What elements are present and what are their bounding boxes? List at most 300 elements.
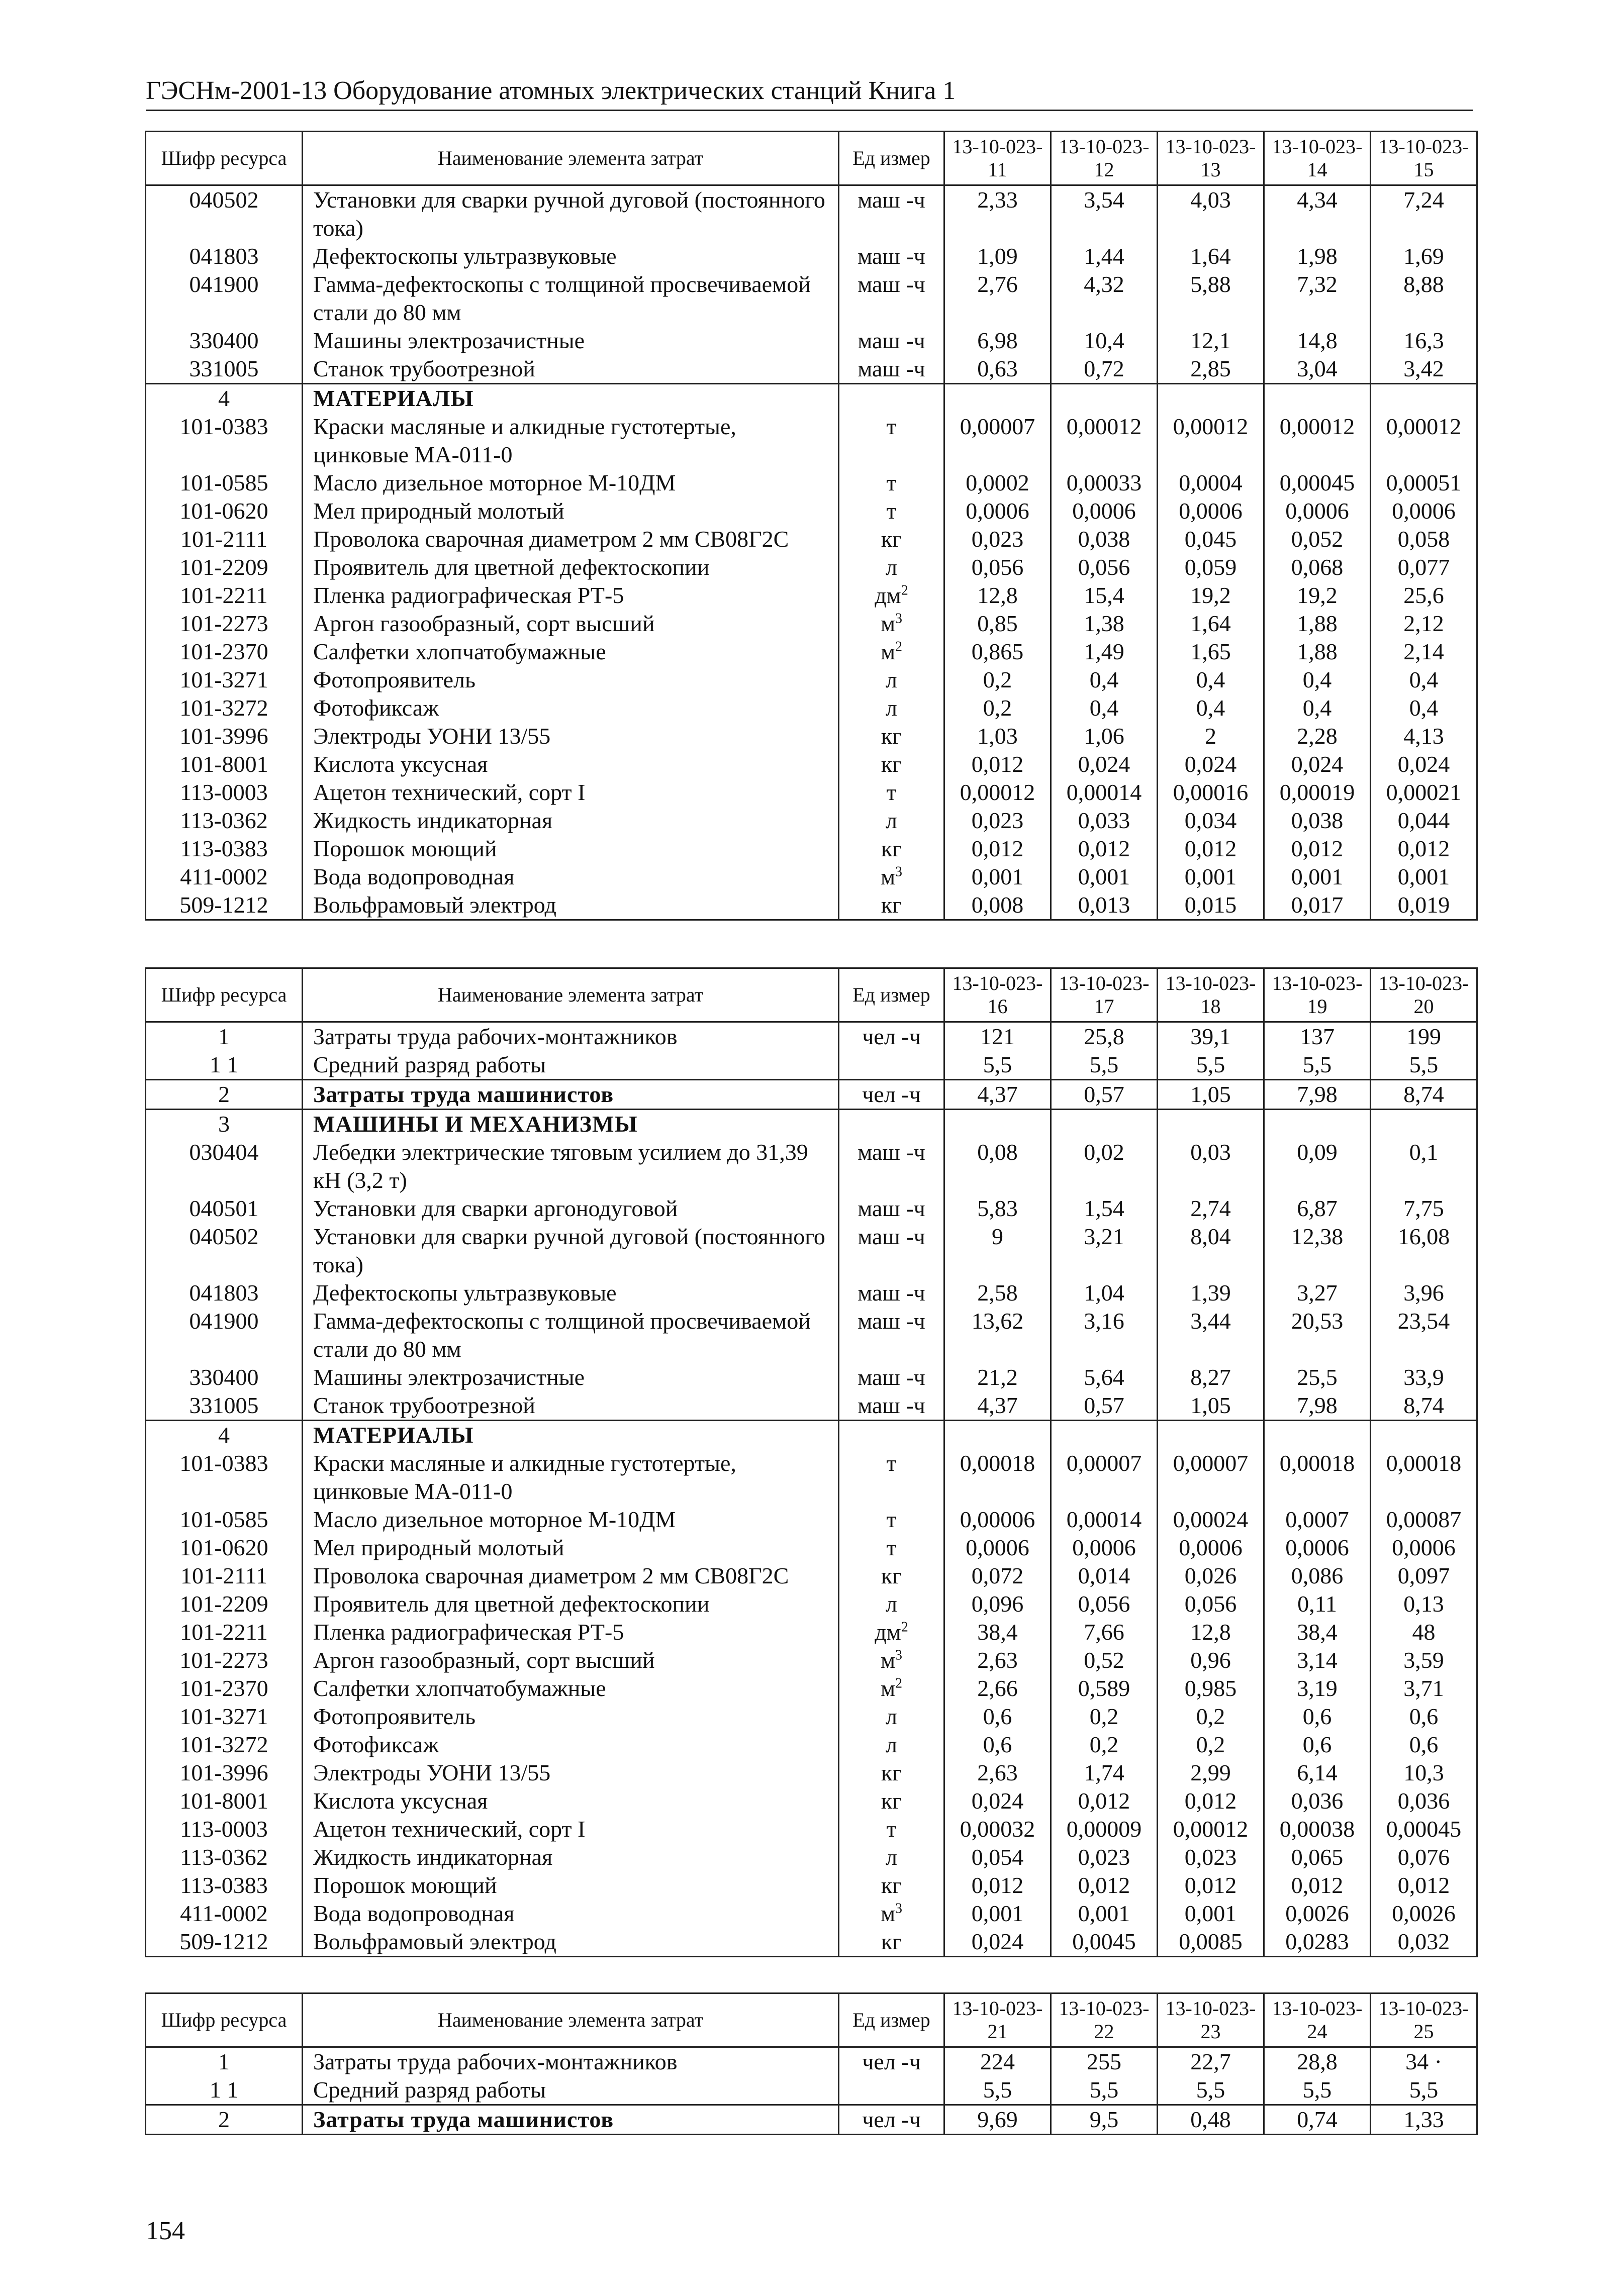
- norm-value: 0,012: [1051, 1787, 1158, 1815]
- unit-text: т: [886, 779, 897, 805]
- unit-text: м: [880, 1675, 896, 1701]
- norm-value: 1,44: [1051, 242, 1158, 270]
- resource-unit: [839, 242, 944, 270]
- resource-unit: [839, 610, 944, 638]
- col-header-unit: Ед измер: [839, 968, 944, 1022]
- norm-value: 0,0006: [1158, 1534, 1264, 1562]
- resource-name: Пленка радиографическая РТ-5: [303, 1618, 839, 1646]
- norm-value: 0,056: [1051, 1590, 1158, 1618]
- resource-name: Жидкость индикаторная: [303, 807, 839, 835]
- norm-value: 0,052: [1264, 525, 1371, 553]
- col-header-unit: Ед измер: [839, 132, 944, 185]
- resource-name: Масло дизельное моторное М-10ДМ: [303, 1506, 839, 1534]
- resource-unit: [839, 1138, 944, 1194]
- resource-name: Проволока сварочная диаметром 2 мм СВ08Г2С: [303, 1562, 839, 1590]
- unit-text: кг: [881, 1929, 902, 1954]
- section-row: [146, 1421, 1477, 1450]
- norm-value: 4,32: [1051, 270, 1158, 327]
- col-header-name: Наименование элемента затрат: [303, 1993, 839, 2047]
- norm-value: 0,0004: [1158, 469, 1264, 497]
- resource-name: Гамма-дефектоскопы с толщиной просвечиваемой стали до 80 мм: [303, 270, 839, 327]
- resource-code: 101-2211: [146, 581, 303, 610]
- resource-unit: [839, 1787, 944, 1815]
- table-row: [146, 327, 1477, 355]
- resource-unit: [839, 1449, 944, 1506]
- norm-value: 0,038: [1051, 525, 1158, 553]
- norm-value: 0,85: [944, 610, 1051, 638]
- resource-unit: [839, 270, 944, 327]
- resource-code: 030404: [146, 1138, 303, 1194]
- norm-value: 0,1: [1371, 1138, 1477, 1194]
- norm-value: 3,21: [1051, 1223, 1158, 1279]
- resource-unit: [839, 1759, 944, 1787]
- resource-name: Проявитель для цветной дефектоскопии: [303, 553, 839, 581]
- norm-value: 0,044: [1371, 807, 1477, 835]
- norm-value: 0,001: [1051, 863, 1158, 891]
- resource-code: 1 1: [146, 2076, 303, 2105]
- norm-value: 0,00012: [1158, 1815, 1264, 1843]
- norm-value: 5,5: [944, 1051, 1051, 1080]
- unit-text: маш -ч: [858, 1392, 925, 1418]
- norm-value: 0,056: [944, 553, 1051, 581]
- table-row: [146, 1703, 1477, 1731]
- norm-value: 0,00021: [1371, 778, 1477, 807]
- table-row: [146, 1815, 1477, 1843]
- col-header-code: Шифр ресурса: [146, 132, 303, 185]
- unit-text: м: [880, 1647, 896, 1673]
- norm-value: 0,097: [1371, 1562, 1477, 1590]
- resource-name: Фотопроявитель: [303, 1703, 839, 1731]
- resource-code: 2: [146, 1080, 303, 1110]
- resource-code: 040501: [146, 1194, 303, 1223]
- norm-value: 13,62: [944, 1307, 1051, 1363]
- resource-name: Установки для сварки аргонодуговой: [303, 1194, 839, 1223]
- unit-text: м: [880, 639, 896, 664]
- unit-text: маш -ч: [858, 1364, 925, 1390]
- unit-text: л: [886, 808, 897, 833]
- norm-value: 0,054: [944, 1843, 1051, 1871]
- table-row: [146, 1307, 1477, 1363]
- resource-name: Машины электрозачистные: [303, 327, 839, 355]
- unit-text: т: [886, 498, 897, 524]
- norm-value: 0,00024: [1158, 1506, 1264, 1534]
- table-row: [146, 1051, 1477, 1080]
- table-row: [146, 497, 1477, 525]
- col-header-norm-code: 13-10-023-24: [1264, 1993, 1371, 2047]
- norm-value: 0,068: [1264, 553, 1371, 581]
- resource-code: 040502: [146, 185, 303, 243]
- norm-value: [944, 1110, 1051, 1139]
- table-row: [146, 722, 1477, 750]
- norm-value: 0,012: [1051, 835, 1158, 863]
- norm-value: 0,0045: [1051, 1928, 1158, 1957]
- norm-value: 0,096: [944, 1590, 1051, 1618]
- norm-value: 1,06: [1051, 722, 1158, 750]
- norm-value: 0,08: [944, 1138, 1051, 1194]
- norm-value: 0,00012: [1371, 413, 1477, 469]
- col-header-unit: Ед измер: [839, 1993, 944, 2047]
- resource-unit: [839, 1051, 944, 1080]
- resource-code: 101-3271: [146, 1703, 303, 1731]
- norm-value: 0,00045: [1371, 1815, 1477, 1843]
- resource-unit: [839, 1534, 944, 1562]
- norm-value: 0,00045: [1264, 469, 1371, 497]
- resource-name: Станок трубоотрезной: [303, 355, 839, 384]
- norm-value: 25,8: [1051, 1022, 1158, 1051]
- table-row: [146, 863, 1477, 891]
- resource-name: Станок трубоотрезной: [303, 1391, 839, 1421]
- resource-name: Аргон газообразный, сорт высший: [303, 610, 839, 638]
- section-row: [146, 2105, 1477, 2135]
- col-header-norm-code: 13-10-023-17: [1051, 968, 1158, 1022]
- norm-value: [1264, 1421, 1371, 1450]
- table-row: [146, 1223, 1477, 1279]
- resource-table-3: [145, 1992, 1477, 2135]
- norm-value: 0,065: [1264, 1843, 1371, 1871]
- resource-name: Затраты труда рабочих-монтажников: [303, 2047, 839, 2076]
- norm-value: 0,033: [1051, 807, 1158, 835]
- norm-value: 4,37: [944, 1080, 1051, 1110]
- unit-text: чел -ч: [862, 1081, 921, 1107]
- norm-value: 1,88: [1264, 610, 1371, 638]
- norm-value: 0,077: [1371, 553, 1477, 581]
- resource-code: 4: [146, 384, 303, 413]
- table-row: [146, 1674, 1477, 1703]
- table-row: [146, 413, 1477, 469]
- unit-text: кг: [881, 1872, 902, 1898]
- col-header-name: Наименование элемента затрат: [303, 132, 839, 185]
- resource-unit: [839, 1928, 944, 1957]
- resource-unit: [839, 2076, 944, 2105]
- norm-value: 38,4: [1264, 1618, 1371, 1646]
- resource-name: Затраты труда машинистов: [303, 1080, 839, 1110]
- resource-name: Затраты труда машинистов: [303, 2105, 839, 2135]
- norm-value: 0,0006: [1051, 1534, 1158, 1562]
- resource-code: 101-3996: [146, 1759, 303, 1787]
- norm-value: 38,4: [944, 1618, 1051, 1646]
- norm-value: 39,1: [1158, 1022, 1264, 1051]
- norm-value: 15,4: [1051, 581, 1158, 610]
- resource-code: 101-2273: [146, 610, 303, 638]
- resource-table: [145, 1992, 1478, 2135]
- norm-value: 20,53: [1264, 1307, 1371, 1363]
- norm-value: 16,08: [1371, 1223, 1477, 1279]
- resource-unit: [839, 638, 944, 666]
- norm-value: 0,03: [1158, 1138, 1264, 1194]
- unit-text: м: [880, 1901, 896, 1926]
- norm-value: 0,00018: [1371, 1449, 1477, 1506]
- resource-name: Краски масляные и алкидные густотертые, цинковые МА-011-0: [303, 413, 839, 469]
- resource-code: 101-2370: [146, 1674, 303, 1703]
- unit-text: кг: [881, 1788, 902, 1814]
- norm-value: 25,5: [1264, 1363, 1371, 1391]
- resource-name: Салфетки хлопчатобумажные: [303, 1674, 839, 1703]
- unit-text: чел -ч: [862, 1024, 921, 1049]
- norm-value: 0,74: [1264, 2105, 1371, 2135]
- norm-value: 3,96: [1371, 1279, 1477, 1307]
- unit-text: маш -ч: [858, 328, 925, 353]
- norm-value: 0,072: [944, 1562, 1051, 1590]
- norm-value: 0,4: [1371, 694, 1477, 722]
- norm-value: 0,045: [1158, 525, 1264, 553]
- resource-code: 041803: [146, 242, 303, 270]
- norm-value: 6,87: [1264, 1194, 1371, 1223]
- header-row: [146, 132, 1477, 185]
- resource-unit: [839, 1421, 944, 1450]
- unit-exponent: 3: [895, 864, 903, 880]
- resource-code: 101-2209: [146, 553, 303, 581]
- norm-value: 28,8: [1264, 2047, 1371, 2076]
- norm-value: 0,001: [1371, 863, 1477, 891]
- norm-value: 0,57: [1051, 1080, 1158, 1110]
- resource-code: 101-8001: [146, 1787, 303, 1815]
- norm-value: 5,64: [1051, 1363, 1158, 1391]
- norm-value: 0,0006: [944, 497, 1051, 525]
- norm-value: 0,00051: [1371, 469, 1477, 497]
- norm-value: 0,0006: [1264, 1534, 1371, 1562]
- resource-name: Установки для сварки ручной дуговой (постоянного тока): [303, 185, 839, 243]
- norm-value: 0,00032: [944, 1815, 1051, 1843]
- resource-name: Жидкость индикаторная: [303, 1843, 839, 1871]
- table-row: [146, 1646, 1477, 1674]
- norm-value: 0,0006: [1264, 497, 1371, 525]
- norm-value: 0,058: [1371, 525, 1477, 553]
- norm-value: 1,09: [944, 242, 1051, 270]
- norm-value: 0,023: [944, 525, 1051, 553]
- norm-value: 0,00014: [1051, 1506, 1158, 1534]
- norm-value: 2,33: [944, 185, 1051, 243]
- resource-name: Проволока сварочная диаметром 2 мм СВ08Г2С: [303, 525, 839, 553]
- page-title: ГЭСНм-2001-13 Оборудование атомных электрических станций Книга 1: [146, 76, 956, 105]
- norm-value: 0,0006: [1371, 497, 1477, 525]
- norm-value: 10,3: [1371, 1759, 1477, 1787]
- norm-value: 1,05: [1158, 1391, 1264, 1421]
- page-header: [146, 75, 1473, 111]
- resource-name: Установки для сварки ручной дуговой (постоянного тока): [303, 1223, 839, 1279]
- unit-text: маш -ч: [858, 356, 925, 381]
- norm-value: 2,63: [944, 1646, 1051, 1674]
- norm-value: 3,54: [1051, 185, 1158, 243]
- resource-code: 040502: [146, 1223, 303, 1279]
- resource-name: Средний разряд работы: [303, 1051, 839, 1080]
- resource-unit: [839, 581, 944, 610]
- resource-unit: [839, 750, 944, 778]
- norm-value: 0,012: [1158, 1871, 1264, 1900]
- norm-value: 0,012: [944, 835, 1051, 863]
- table-row: [146, 2047, 1477, 2076]
- norm-value: 8,74: [1371, 1391, 1477, 1421]
- resource-code: 331005: [146, 1391, 303, 1421]
- resource-unit: [839, 2105, 944, 2135]
- norm-value: 0,6: [1264, 1703, 1371, 1731]
- resource-unit: [839, 1391, 944, 1421]
- resource-unit: [839, 863, 944, 891]
- resource-unit: [839, 1506, 944, 1534]
- norm-value: 1,39: [1158, 1279, 1264, 1307]
- norm-value: 2,99: [1158, 1759, 1264, 1787]
- norm-value: 25,6: [1371, 581, 1477, 610]
- norm-value: 7,66: [1051, 1618, 1158, 1646]
- resource-unit: [839, 778, 944, 807]
- col-header-norm-code: 13-10-023-21: [944, 1993, 1051, 2047]
- resource-name: Кислота уксусная: [303, 1787, 839, 1815]
- norm-value: 0,72: [1051, 355, 1158, 384]
- resource-name: МАТЕРИАЛЫ: [303, 1421, 839, 1450]
- table-row: [146, 185, 1477, 243]
- resource-code: 330400: [146, 1363, 303, 1391]
- unit-text: кг: [881, 751, 902, 777]
- unit-text: дм: [875, 1619, 901, 1645]
- norm-value: 0,008: [944, 891, 1051, 920]
- table-row: [146, 270, 1477, 327]
- norm-value: [1158, 1110, 1264, 1139]
- resource-unit: [839, 355, 944, 384]
- resource-unit: [839, 1815, 944, 1843]
- resource-code: 113-0003: [146, 1815, 303, 1843]
- resource-unit: [839, 807, 944, 835]
- unit-exponent: 2: [895, 1675, 903, 1691]
- norm-value: 0,056: [1051, 553, 1158, 581]
- unit-text: т: [886, 1507, 897, 1532]
- table-row: [146, 750, 1477, 778]
- resource-name: Электроды УОНИ 13/55: [303, 722, 839, 750]
- norm-value: 3,59: [1371, 1646, 1477, 1674]
- resource-code: 113-0003: [146, 778, 303, 807]
- norm-value: 4,37: [944, 1391, 1051, 1421]
- resource-unit: [839, 1022, 944, 1051]
- table-row: [146, 525, 1477, 553]
- resource-code: 509-1212: [146, 1928, 303, 1957]
- resource-code: 113-0362: [146, 1843, 303, 1871]
- table-row: [146, 1194, 1477, 1223]
- section-row: [146, 1110, 1477, 1139]
- table-row: [146, 1618, 1477, 1646]
- resource-unit: [839, 1080, 944, 1110]
- norm-value: 0,00007: [1051, 1449, 1158, 1506]
- table-row: [146, 2076, 1477, 2105]
- resource-unit: [839, 1194, 944, 1223]
- norm-value: 0,13: [1371, 1590, 1477, 1618]
- norm-value: [1051, 384, 1158, 413]
- resource-code: 041803: [146, 1279, 303, 1307]
- norm-value: 3,27: [1264, 1279, 1371, 1307]
- resource-unit: [839, 891, 944, 920]
- norm-value: 0,056: [1158, 1590, 1264, 1618]
- norm-value: 0,0007: [1264, 1506, 1371, 1534]
- unit-text: кг: [881, 892, 902, 918]
- norm-value: 6,14: [1264, 1759, 1371, 1787]
- col-header-norm-code: 13-10-023-20: [1371, 968, 1477, 1022]
- norm-value: 0,00038: [1264, 1815, 1371, 1843]
- norm-value: 5,5: [1371, 2076, 1477, 2105]
- resource-name: Дефектоскопы ультразвуковые: [303, 1279, 839, 1307]
- resource-unit: [839, 1110, 944, 1139]
- col-header-norm-code: 13-10-023-11: [944, 132, 1051, 185]
- norm-value: 2,66: [944, 1674, 1051, 1703]
- norm-value: 0,0026: [1371, 1900, 1477, 1928]
- resource-name: Кислота уксусная: [303, 750, 839, 778]
- norm-value: 2,58: [944, 1279, 1051, 1307]
- norm-value: 0,038: [1264, 807, 1371, 835]
- norm-value: 3,44: [1158, 1307, 1264, 1363]
- unit-text: кг: [881, 1760, 902, 1785]
- norm-value: 0,026: [1158, 1562, 1264, 1590]
- unit-text: л: [886, 554, 897, 580]
- resource-unit: [839, 1871, 944, 1900]
- norm-value: 9: [944, 1223, 1051, 1279]
- resource-name: Вольфрамовый электрод: [303, 1928, 839, 1957]
- norm-value: 8,88: [1371, 270, 1477, 327]
- resource-name: Мел природный молотый: [303, 1534, 839, 1562]
- norm-value: 0,2: [944, 666, 1051, 694]
- resource-name: Порошок моющий: [303, 835, 839, 863]
- norm-value: 0,52: [1051, 1646, 1158, 1674]
- norm-value: 0,00012: [1264, 413, 1371, 469]
- norm-value: 23,54: [1371, 1307, 1477, 1363]
- resource-name: Фотофиксаж: [303, 1731, 839, 1759]
- unit-text: маш -ч: [858, 243, 925, 269]
- unit-text: чел -ч: [862, 2049, 921, 2074]
- norm-value: 0,024: [1264, 750, 1371, 778]
- norm-value: 0,024: [1158, 750, 1264, 778]
- resource-code: 101-3271: [146, 666, 303, 694]
- resource-unit: [839, 1223, 944, 1279]
- resource-unit: [839, 413, 944, 469]
- norm-value: 1,74: [1051, 1759, 1158, 1787]
- norm-value: 121: [944, 1022, 1051, 1051]
- resource-name: Порошок моющий: [303, 1871, 839, 1900]
- norm-value: 0,63: [944, 355, 1051, 384]
- norm-value: 3,16: [1051, 1307, 1158, 1363]
- col-header-name: Наименование элемента затрат: [303, 968, 839, 1022]
- unit-text: м: [880, 611, 896, 636]
- resource-unit: [839, 1646, 944, 1674]
- resource-code: 101-2209: [146, 1590, 303, 1618]
- table-row: [146, 469, 1477, 497]
- resource-code: 113-0383: [146, 835, 303, 863]
- norm-value: 19,2: [1158, 581, 1264, 610]
- norm-value: 0,2: [944, 694, 1051, 722]
- norm-value: 1,64: [1158, 242, 1264, 270]
- norm-value: 5,5: [1158, 2076, 1264, 2105]
- resource-code: 330400: [146, 327, 303, 355]
- table-row: [146, 553, 1477, 581]
- norm-value: 5,5: [1264, 1051, 1371, 1080]
- table-row: [146, 638, 1477, 666]
- norm-value: 2,85: [1158, 355, 1264, 384]
- unit-text: т: [886, 414, 897, 439]
- unit-text: м: [880, 864, 896, 889]
- norm-value: 0,012: [1371, 1871, 1477, 1900]
- table-row: [146, 242, 1477, 270]
- norm-value: 0,001: [944, 1900, 1051, 1928]
- table-row: [146, 1279, 1477, 1307]
- norm-value: 0,013: [1051, 891, 1158, 920]
- resource-unit: [839, 694, 944, 722]
- norm-value: 12,38: [1264, 1223, 1371, 1279]
- table-row: [146, 1787, 1477, 1815]
- resource-table-2: [145, 967, 1477, 1957]
- norm-value: 1,88: [1264, 638, 1371, 666]
- norm-value: 1,54: [1051, 1194, 1158, 1223]
- norm-value: 5,5: [1051, 1051, 1158, 1080]
- unit-text: маш -ч: [858, 187, 925, 213]
- resource-code: 2: [146, 2105, 303, 2135]
- table-row: [146, 1843, 1477, 1871]
- norm-value: 7,75: [1371, 1194, 1477, 1223]
- norm-value: 4,03: [1158, 185, 1264, 243]
- resource-name: Аргон газообразный, сорт высший: [303, 1646, 839, 1674]
